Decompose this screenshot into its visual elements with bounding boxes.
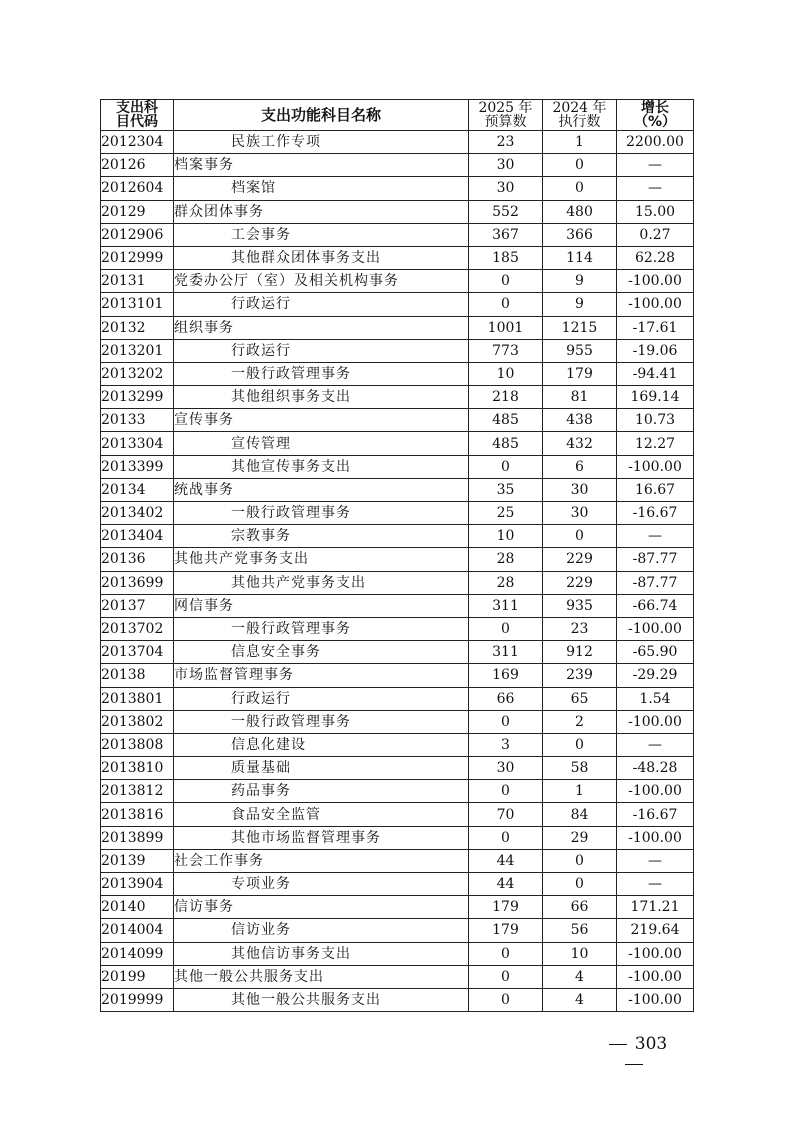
row-exec-2024: 23	[543, 617, 617, 640]
table-row	[101, 919, 694, 942]
table-row	[101, 988, 694, 1011]
row-name: 市场监督管理事务	[174, 664, 469, 687]
row-name: 宣传管理	[174, 432, 469, 455]
row-budget-2025: 30	[469, 154, 543, 177]
row-budget-2025: 35	[469, 478, 543, 501]
row-growth: -100.00	[617, 780, 694, 803]
table-row	[101, 965, 694, 988]
row-code: 2013810	[101, 757, 174, 780]
row-exec-2024: 4	[543, 965, 617, 988]
table-row	[101, 826, 694, 849]
row-exec-2024: 9	[543, 270, 617, 293]
row-budget-2025: 23	[469, 131, 543, 154]
row-budget-2025: 367	[469, 223, 543, 246]
row-name: 其他市场监督管理事务	[174, 826, 469, 849]
row-growth: —	[617, 154, 694, 177]
row-name: 社会工作事务	[174, 849, 469, 872]
row-exec-2024: 179	[543, 362, 617, 385]
row-budget-2025: 44	[469, 873, 543, 896]
row-name: 群众团体事务	[174, 200, 469, 223]
row-code: 2013812	[101, 780, 174, 803]
row-growth: —	[617, 177, 694, 200]
page-number	[590, 1034, 678, 1054]
row-code: 20137	[101, 594, 174, 617]
row-code: 20126	[101, 154, 174, 177]
table-row	[101, 571, 694, 594]
row-exec-2024: 30	[543, 478, 617, 501]
row-exec-2024: 366	[543, 223, 617, 246]
table-row	[101, 687, 694, 710]
table-row	[101, 641, 694, 664]
row-growth: -100.00	[617, 988, 694, 1011]
row-budget-2025: 0	[469, 293, 543, 316]
row-growth: -100.00	[617, 965, 694, 988]
row-code: 20138	[101, 664, 174, 687]
row-growth: 16.67	[617, 478, 694, 501]
row-exec-2024: 114	[543, 246, 617, 269]
table-row	[101, 455, 694, 478]
row-growth: -100.00	[617, 942, 694, 965]
row-budget-2025: 773	[469, 339, 543, 362]
row-growth: -48.28	[617, 757, 694, 780]
row-growth: —	[617, 873, 694, 896]
row-code: 2013402	[101, 502, 174, 525]
table-row	[101, 386, 694, 409]
row-code: 2013202	[101, 362, 174, 385]
row-budget-2025: 3	[469, 733, 543, 756]
row-budget-2025: 66	[469, 687, 543, 710]
row-budget-2025: 30	[469, 757, 543, 780]
row-name: 专项业务	[174, 873, 469, 896]
row-code: 2013704	[101, 641, 174, 664]
page-number-text: 303	[634, 1034, 668, 1054]
page-number-dash-left	[609, 1044, 627, 1045]
row-name: 其他共产党事务支出	[174, 548, 469, 571]
row-budget-2025: 0	[469, 965, 543, 988]
row-code: 2013304	[101, 432, 174, 455]
row-budget-2025: 311	[469, 641, 543, 664]
row-growth: -100.00	[617, 293, 694, 316]
row-budget-2025: 0	[469, 270, 543, 293]
row-growth: 62.28	[617, 246, 694, 269]
row-name: 一般行政管理事务	[174, 502, 469, 525]
row-name: 质量基础	[174, 757, 469, 780]
row-growth: -29.29	[617, 664, 694, 687]
row-budget-2025: 10	[469, 525, 543, 548]
row-exec-2024: 955	[543, 339, 617, 362]
row-code: 2013702	[101, 617, 174, 640]
row-name: 其他一般公共服务支出	[174, 988, 469, 1011]
row-code: 2014004	[101, 919, 174, 942]
table-row	[101, 942, 694, 965]
row-budget-2025: 179	[469, 919, 543, 942]
table-row	[101, 733, 694, 756]
row-budget-2025: 218	[469, 386, 543, 409]
row-name: 行政运行	[174, 687, 469, 710]
table-row	[101, 803, 694, 826]
row-exec-2024: 4	[543, 988, 617, 1011]
row-growth: 12.27	[617, 432, 694, 455]
row-name: 行政运行	[174, 293, 469, 316]
row-budget-2025: 0	[469, 988, 543, 1011]
row-name: 网信事务	[174, 594, 469, 617]
table-row	[101, 896, 694, 919]
row-name: 其他信访事务支出	[174, 942, 469, 965]
row-code: 2013399	[101, 455, 174, 478]
row-budget-2025: 0	[469, 455, 543, 478]
row-exec-2024: 0	[543, 873, 617, 896]
row-exec-2024: 480	[543, 200, 617, 223]
table-row	[101, 780, 694, 803]
row-budget-2025: 25	[469, 502, 543, 525]
expenditure-table	[100, 99, 694, 1012]
row-name: 宣传事务	[174, 409, 469, 432]
row-exec-2024: 229	[543, 571, 617, 594]
row-exec-2024: 1	[543, 131, 617, 154]
row-budget-2025: 0	[469, 617, 543, 640]
table-row	[101, 409, 694, 432]
row-growth: -19.06	[617, 339, 694, 362]
page-number-dash-right	[625, 1064, 643, 1065]
row-name: 食品安全监管	[174, 803, 469, 826]
row-exec-2024: 9	[543, 293, 617, 316]
row-exec-2024: 229	[543, 548, 617, 571]
row-code: 2013904	[101, 873, 174, 896]
row-code: 20136	[101, 548, 174, 571]
row-code: 2012906	[101, 223, 174, 246]
row-budget-2025: 70	[469, 803, 543, 826]
table-row	[101, 664, 694, 687]
row-growth: -87.77	[617, 548, 694, 571]
row-exec-2024: 30	[543, 502, 617, 525]
row-name: 一般行政管理事务	[174, 617, 469, 640]
row-exec-2024: 1	[543, 780, 617, 803]
table-row	[101, 525, 694, 548]
row-code: 2014099	[101, 942, 174, 965]
row-name: 统战事务	[174, 478, 469, 501]
row-growth: —	[617, 525, 694, 548]
row-exec-2024: 0	[543, 849, 617, 872]
row-exec-2024: 29	[543, 826, 617, 849]
table-row	[101, 594, 694, 617]
row-code: 20199	[101, 965, 174, 988]
row-name: 信息安全事务	[174, 641, 469, 664]
row-name: 信息化建设	[174, 733, 469, 756]
row-code: 2012604	[101, 177, 174, 200]
row-exec-2024: 6	[543, 455, 617, 478]
row-growth: —	[617, 849, 694, 872]
table-row	[101, 131, 694, 154]
row-budget-2025: 0	[469, 780, 543, 803]
row-name: 一般行政管理事务	[174, 710, 469, 733]
row-growth: 10.73	[617, 409, 694, 432]
row-exec-2024: 0	[543, 177, 617, 200]
table-row	[101, 339, 694, 362]
header-budget-2025: 2025 年 预算数	[469, 100, 543, 131]
row-code: 2013802	[101, 710, 174, 733]
row-code: 2012304	[101, 131, 174, 154]
row-code: 2013101	[101, 293, 174, 316]
row-exec-2024: 432	[543, 432, 617, 455]
row-exec-2024: 56	[543, 919, 617, 942]
table-row	[101, 548, 694, 571]
row-growth: -100.00	[617, 617, 694, 640]
row-growth: -66.74	[617, 594, 694, 617]
row-growth: -100.00	[617, 270, 694, 293]
row-growth: 169.14	[617, 386, 694, 409]
row-growth: -65.90	[617, 641, 694, 664]
table-row	[101, 246, 694, 269]
table-row	[101, 270, 694, 293]
row-budget-2025: 185	[469, 246, 543, 269]
table-row	[101, 873, 694, 896]
row-budget-2025: 485	[469, 432, 543, 455]
table-row	[101, 293, 694, 316]
table-row	[101, 757, 694, 780]
row-growth: -87.77	[617, 571, 694, 594]
row-exec-2024: 84	[543, 803, 617, 826]
row-name: 党委办公厅（室）及相关机构事务	[174, 270, 469, 293]
table-row	[101, 223, 694, 246]
row-budget-2025: 311	[469, 594, 543, 617]
row-code: 20133	[101, 409, 174, 432]
row-name: 其他共产党事务支出	[174, 571, 469, 594]
row-name: 其他群众团体事务支出	[174, 246, 469, 269]
row-code: 20129	[101, 200, 174, 223]
row-code: 2013899	[101, 826, 174, 849]
row-budget-2025: 0	[469, 710, 543, 733]
table-row	[101, 432, 694, 455]
row-exec-2024: 1215	[543, 316, 617, 339]
row-budget-2025: 179	[469, 896, 543, 919]
row-code: 2013816	[101, 803, 174, 826]
row-exec-2024: 66	[543, 896, 617, 919]
row-code: 2013201	[101, 339, 174, 362]
row-exec-2024: 2	[543, 710, 617, 733]
table-row	[101, 154, 694, 177]
row-growth: -17.61	[617, 316, 694, 339]
table-row	[101, 200, 694, 223]
header-code: 支出科 目代码	[101, 100, 174, 131]
row-name: 民族工作专项	[174, 131, 469, 154]
row-exec-2024: 912	[543, 641, 617, 664]
row-growth: -100.00	[617, 826, 694, 849]
row-exec-2024: 438	[543, 409, 617, 432]
table-row	[101, 502, 694, 525]
table-row	[101, 478, 694, 501]
row-growth: 219.64	[617, 919, 694, 942]
table-row	[101, 362, 694, 385]
row-exec-2024: 65	[543, 687, 617, 710]
row-exec-2024: 0	[543, 525, 617, 548]
row-name: 档案事务	[174, 154, 469, 177]
table-header-row	[101, 100, 694, 131]
row-exec-2024: 239	[543, 664, 617, 687]
row-code: 2013299	[101, 386, 174, 409]
row-code: 2019999	[101, 988, 174, 1011]
row-code: 2013699	[101, 571, 174, 594]
row-code: 2013404	[101, 525, 174, 548]
row-exec-2024: 935	[543, 594, 617, 617]
row-growth: -16.67	[617, 803, 694, 826]
row-budget-2025: 30	[469, 177, 543, 200]
row-growth: -94.41	[617, 362, 694, 385]
row-budget-2025: 0	[469, 942, 543, 965]
row-budget-2025: 169	[469, 664, 543, 687]
row-exec-2024: 10	[543, 942, 617, 965]
table-row	[101, 177, 694, 200]
table-row	[101, 316, 694, 339]
row-budget-2025: 10	[469, 362, 543, 385]
row-name: 宗教事务	[174, 525, 469, 548]
row-name: 药品事务	[174, 780, 469, 803]
row-growth: 171.21	[617, 896, 694, 919]
row-code: 2012999	[101, 246, 174, 269]
row-code: 20140	[101, 896, 174, 919]
row-growth: -100.00	[617, 455, 694, 478]
header-name: 支出功能科目名称	[174, 100, 469, 131]
table-row	[101, 849, 694, 872]
row-growth: —	[617, 733, 694, 756]
row-budget-2025: 28	[469, 571, 543, 594]
row-code: 2013801	[101, 687, 174, 710]
row-code: 20131	[101, 270, 174, 293]
row-code: 20139	[101, 849, 174, 872]
table-row	[101, 710, 694, 733]
row-code: 2013808	[101, 733, 174, 756]
row-name: 其他一般公共服务支出	[174, 965, 469, 988]
row-code: 20134	[101, 478, 174, 501]
row-name: 档案馆	[174, 177, 469, 200]
row-budget-2025: 0	[469, 826, 543, 849]
row-budget-2025: 28	[469, 548, 543, 571]
row-exec-2024: 0	[543, 733, 617, 756]
row-exec-2024: 81	[543, 386, 617, 409]
row-growth: -16.67	[617, 502, 694, 525]
row-growth: -100.00	[617, 710, 694, 733]
row-name: 行政运行	[174, 339, 469, 362]
row-name: 组织事务	[174, 316, 469, 339]
header-exec-2024: 2024 年 执行数	[543, 100, 617, 131]
row-name: 信访业务	[174, 919, 469, 942]
header-growth: 增长 （%）	[617, 100, 694, 131]
row-budget-2025: 1001	[469, 316, 543, 339]
row-exec-2024: 58	[543, 757, 617, 780]
row-code: 20132	[101, 316, 174, 339]
row-name: 信访事务	[174, 896, 469, 919]
row-name: 一般行政管理事务	[174, 362, 469, 385]
row-exec-2024: 0	[543, 154, 617, 177]
row-growth: 15.00	[617, 200, 694, 223]
row-growth: 0.27	[617, 223, 694, 246]
row-name: 其他宣传事务支出	[174, 455, 469, 478]
row-budget-2025: 44	[469, 849, 543, 872]
row-growth: 1.54	[617, 687, 694, 710]
row-budget-2025: 552	[469, 200, 543, 223]
row-name: 工会事务	[174, 223, 469, 246]
row-name: 其他组织事务支出	[174, 386, 469, 409]
row-budget-2025: 485	[469, 409, 543, 432]
row-growth: 2200.00	[617, 131, 694, 154]
table-row	[101, 617, 694, 640]
